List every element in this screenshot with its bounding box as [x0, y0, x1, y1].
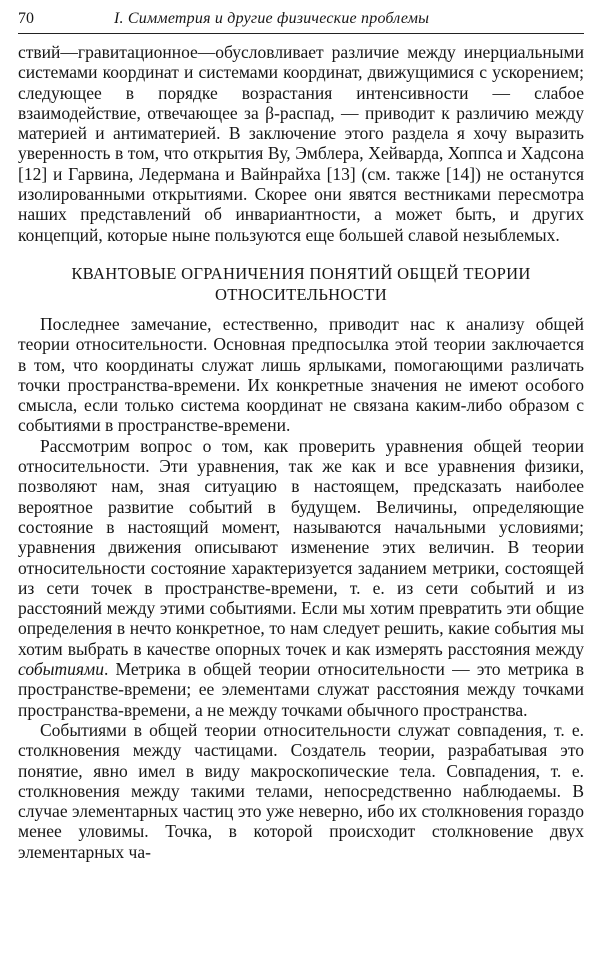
paragraph-3-text-b: . Метрика в общей теории относительности — это метрика в пространстве-времени; ее элементами служат расстояния между точками пространства-времени, а не между точками обычного пространства.	[18, 659, 584, 720]
section-heading-line-2: ОТНОСИТЕЛЬНОСТИ	[214, 284, 388, 304]
header-rule	[18, 33, 584, 34]
paragraph-3-text-a: Рассмотрим вопрос о том, как проверить уравнения общей теории относительности. Эти уравнения, так же как и все уравнения физики, позволяют нам, зная ситуацию в настоящем, предсказать наиболее вероятное развитие событий в будущем. Величины, определяющие состояние в настоящий момент, называются начальными условиями; уравнения движения описывают изменение этих величин. В теории относительности состояние характеризуется заданием метрики, состоящей из сети точек в пространстве-времени, т. е. из сети событий и из расстояний между этими событиями. Если мы хотим превратить эти общие определения в нечто конкретное, то нам следует решить, какие события мы хотим выбрать в качестве опорных точек и как измерять расстояния между	[18, 435, 584, 659]
paragraph-3-italic: событиями	[18, 659, 104, 680]
page-number: 70	[18, 10, 34, 27]
book-page	[18, 6, 584, 862]
section-heading-line-1: КВАНТОВЫЕ ОГРАНИЧЕНИЯ ПОНЯТИЙ ОБЩЕЙ ТЕОРИИ	[71, 263, 531, 283]
chapter-title: I. Симметрия и другие физические проблемы	[114, 10, 430, 27]
paragraph-3	[18, 436, 584, 720]
paragraph-2: Последнее замечание, естественно, приводит нас к анализу общей теории относительности. Основная предпосылка этой теории заключается в том, что координаты служат лишь ярлыками, помогающими различать точки пространства-времени. Их конкретные значения не имеют особого смысла, если только система координат не связана каким-либо образом с событиями в пространстве-времени.	[18, 313, 584, 436]
paragraph-4: Событиями в общей теории относительности служат совпадения, т. е. столкновения между частицами. Создатель теории, разрабатывая это понятие, явно имел в виду макроскопические тела. Совпадения, т. е. столкновения между такими телами, непосредственно наблюдаемы. В случае элементарных частиц это уже неверно, ибо их столкновения гораздо менее уловимы. Точка, в которой происходит столкновение двух элементарных ча-	[18, 719, 584, 862]
section-heading	[18, 263, 584, 305]
running-header	[18, 6, 584, 32]
main-text	[18, 42, 584, 862]
paragraph-continued: ствий—гравитационное—обусловливает различие между инерциальными системами координат и системами координат, движущимися с ускорением; следующее в порядке возрастания интенсивности — слабое взаимодействие, отвечающее за β-распад, — приводит к различию между материей и антиматерией. В заключение этого раздела я хочу выразить уверенность в том, что открытия Ву, Эмблера, Хейварда, Хоппса и Хадсона [12] и Гарвина, Ледермана и Вайнрайха [13] (см. также [14]) не останутся изолированными открытиями. Скорее они явятся вестниками пересмотра наших представлений об инвариантности, а может быть, и других концепций, которые ныне пользуются еще большей славой незыблемых.	[18, 42, 584, 245]
